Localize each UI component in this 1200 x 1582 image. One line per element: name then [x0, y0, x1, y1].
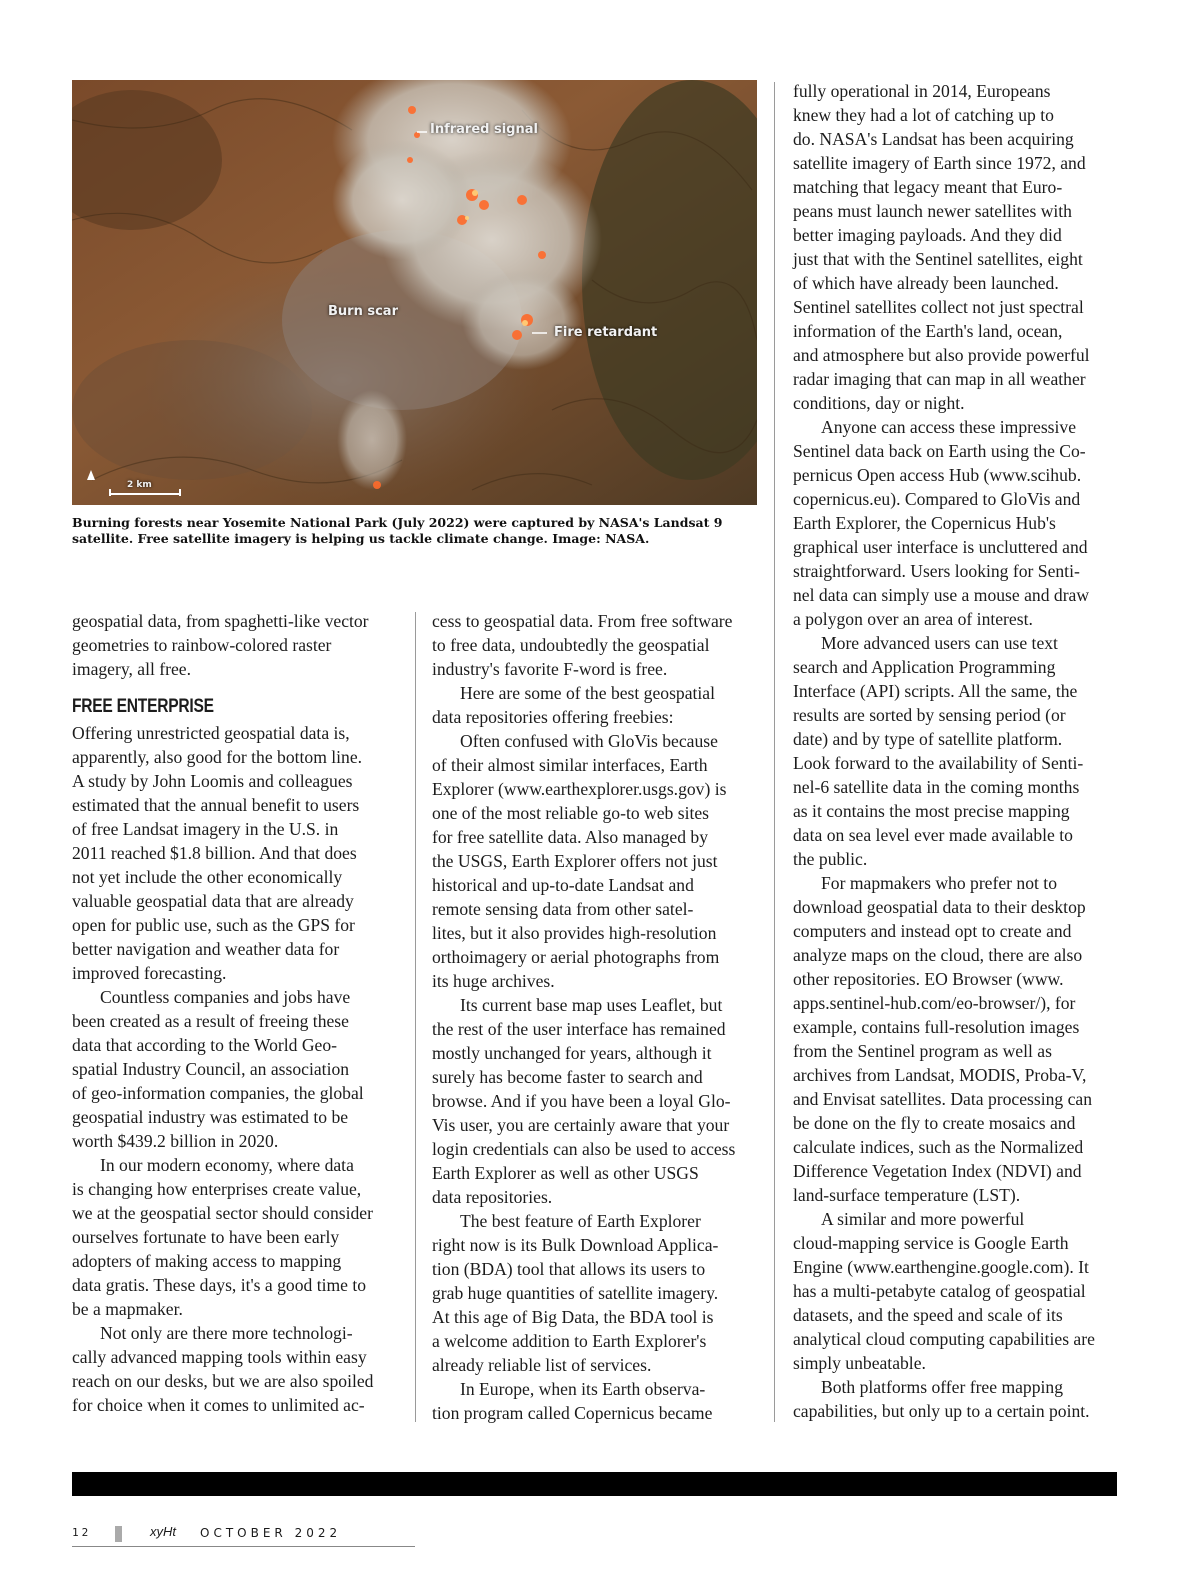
text-line: the rest of the user interface has remained: [432, 1019, 726, 1039]
text-line: Its current base map uses Leaflet, but: [460, 995, 723, 1015]
text-line: the public.: [793, 849, 868, 869]
text-line: datasets, and the speed and scale of its: [793, 1305, 1063, 1325]
text-line: results are sorted by sensing period (or: [793, 705, 1066, 725]
text-line: satellite imagery of Earth since 1972, and: [793, 153, 1086, 173]
text-line: For mapmakers who prefer not to: [821, 873, 1057, 893]
text-line: tion (BDA) tool that allows its users to: [432, 1259, 706, 1279]
text-line: graphical user interface is uncluttered and: [793, 537, 1088, 557]
text-line: for free satellite data. Also managed by: [432, 827, 709, 847]
text-line: worth $439.2 billion in 2020.: [72, 1131, 279, 1151]
text-line: of free Landsat imagery in the U.S. in: [72, 819, 339, 839]
text-line: archives from Landsat, MODIS, Proba-V,: [793, 1065, 1087, 1085]
text-line: is changing how enterprises create value,: [72, 1179, 362, 1199]
text-line: Anyone can access these impressive: [821, 417, 1077, 437]
text-line: browse. And if you have been a loyal Glo-: [432, 1091, 731, 1111]
text-line: In Europe, when its Earth observa-: [460, 1379, 706, 1399]
text-line: nel-6 satellite data in the coming months: [793, 777, 1080, 797]
article-column-1: [72, 609, 402, 1417]
article-column-2: [432, 609, 762, 1425]
text-line: Sentinel satellites collect not just spectral: [793, 297, 1084, 317]
text-line: calculate indices, such as the Normalized: [793, 1137, 1084, 1157]
satellite-image: [72, 80, 757, 505]
article-column-3: [793, 79, 1128, 1423]
text-line: capabilities, but only up to a certain point.: [793, 1401, 1090, 1421]
text-line: of geo-information companies, the global: [72, 1083, 364, 1103]
issue-date: OCTOBER 2022: [200, 1526, 342, 1540]
text-line: geometries to rainbow-colored raster: [72, 635, 332, 655]
label-burn-scar: Burn scar: [328, 304, 398, 319]
text-line: mostly unchanged for years, although it: [432, 1043, 712, 1063]
column-divider: [774, 82, 775, 1422]
wildfire-satellite-photo: [72, 80, 757, 505]
text-line: A study by John Loomis and colleagues: [72, 771, 353, 791]
column-divider: [415, 612, 416, 1422]
text-line: Difference Vegetation Index (NDVI) and: [793, 1161, 1082, 1181]
text-line: data that according to the World Geo-: [72, 1035, 338, 1055]
text-line: has a multi-petabyte catalog of geospatial: [793, 1281, 1086, 1301]
text-line: to free data, undoubtedly the geospatial: [432, 635, 710, 655]
text-line: apps.sentinel-hub.com/eo-browser/), for: [793, 993, 1076, 1013]
text-line: data on sea level ever made available to: [793, 825, 1073, 845]
text-line: and atmosphere but also provide powerful: [793, 345, 1090, 365]
text-line: imagery, all free.: [72, 659, 192, 679]
text-line: just that with the Sentinel satellites, eight: [793, 249, 1083, 269]
text-line: analytical cloud computing capabilities are: [793, 1329, 1095, 1349]
text-line: better navigation and weather data for: [72, 939, 340, 959]
text-line: knew they had a lot of catching up to: [793, 105, 1054, 125]
text-line: geospatial data, from spaghetti-like vector: [72, 611, 369, 631]
text-line: apparently, also good for the bottom line.: [72, 747, 363, 767]
text-line: historical and up-to-date Landsat and: [432, 875, 694, 895]
text-line: be a mapmaker.: [72, 1299, 183, 1319]
text-line: grab huge quantities of satellite imagery.: [432, 1283, 719, 1303]
text-line: A similar and more powerful: [821, 1209, 1025, 1229]
text-line: be done on the fly to create mosaics and: [793, 1113, 1076, 1133]
text-line: valuable geospatial data that are already: [72, 891, 354, 911]
text-line: land-surface temperature (LST).: [793, 1185, 1021, 1205]
text-line: of which have already been launched.: [793, 273, 1059, 293]
text-line: lites, but it also provides high-resolution: [432, 923, 717, 943]
text-line: already reliable list of services.: [432, 1355, 652, 1375]
text-line: Sentinel data back on Earth using the Co-: [793, 441, 1086, 461]
text-line: Earth Explorer, the Copernicus Hub's: [793, 513, 1056, 533]
text-line: nel data can simply use a mouse and draw: [793, 585, 1090, 605]
text-line: right now is its Bulk Download Applica-: [432, 1235, 719, 1255]
text-line: for choice when it comes to unlimited ac-: [72, 1395, 365, 1415]
text-line: data gratis. These days, it's a good time to: [72, 1275, 367, 1295]
text-line: reach on our desks, but we are also spoiled: [72, 1371, 374, 1391]
text-line: do. NASA's Landsat has been acquiring: [793, 129, 1074, 149]
text-line: More advanced users can use text: [821, 633, 1058, 653]
scale-bar-label: 2 km: [127, 480, 152, 490]
section-heading: FREE ENTERPRISE: [72, 696, 214, 717]
text-line: straightforward. Users looking for Senti-: [793, 561, 1080, 581]
text-line: date) and by type of satellite platform.: [793, 729, 1063, 749]
text-line: fully operational in 2014, Europeans: [793, 81, 1051, 101]
text-line: improved forecasting.: [72, 963, 227, 983]
text-line: copernicus.eu). Compared to GloVis and: [793, 489, 1081, 509]
text-line: Vis user, you are certainly aware that your: [432, 1115, 730, 1135]
footer-band: [72, 1472, 1117, 1496]
text-line: better imaging payloads. And they did: [793, 225, 1062, 245]
figure-caption: Burning forests near Yosemite National Park (July 2022) were captured by NASA's Landsat 9 satellite. Free satellite imagery is helping us tackle climate change. Image: NASA.: [72, 515, 723, 546]
text-line: one of the most reliable go-to web sites: [432, 803, 710, 823]
text-line: Not only are there more technologi-: [100, 1323, 353, 1343]
text-line: industry's favorite F-word is free.: [432, 659, 668, 679]
text-line: cloud-mapping service is Google Earth: [793, 1233, 1069, 1253]
text-line: Look forward to the availability of Senti-: [793, 753, 1084, 773]
magazine-logo: xyHt: [150, 1524, 176, 1539]
text-line: download geospatial data to their desktop: [793, 897, 1086, 917]
text-line: pernicus Open access Hub (www.scihub.: [793, 465, 1082, 485]
footer-divider: [115, 1526, 122, 1542]
page-number: 12: [72, 1526, 92, 1539]
text-line: Both platforms offer free mapping: [821, 1377, 1064, 1397]
text-line: data repositories.: [432, 1187, 553, 1207]
text-line: not yet include the other economically: [72, 867, 343, 887]
text-line: analyze maps on the cloud, there are also: [793, 945, 1083, 965]
text-line: open for public use, such as the GPS for: [72, 915, 355, 935]
text-line: 2011 reached $1.8 billion. And that does: [72, 843, 357, 863]
text-line: cess to geospatial data. From free software: [432, 611, 733, 631]
text-line: a welcome addition to Earth Explorer's: [432, 1331, 707, 1351]
text-line: estimated that the annual benefit to users: [72, 795, 360, 815]
text-line: Often confused with GloVis because: [460, 731, 718, 751]
text-line: adopters of making access to mapping: [72, 1251, 342, 1271]
text-line: Engine (www.earthengine.google.com). It: [793, 1257, 1089, 1277]
text-line: of their almost similar interfaces, Earth: [432, 755, 708, 775]
page-footer: [72, 1520, 415, 1547]
text-line: we at the geospatial sector should consider: [72, 1203, 373, 1223]
text-line: other repositories. EO Browser (www.: [793, 969, 1064, 989]
text-line: In our modern economy, where data: [100, 1155, 354, 1175]
text-line: a polygon over an area of interest.: [793, 609, 1033, 629]
text-line: Here are some of the best geospatial: [460, 683, 716, 703]
text-line: peans must launch newer satellites with: [793, 201, 1072, 221]
text-line: cally advanced mapping tools within easy: [72, 1347, 367, 1367]
text-line: its huge archives.: [432, 971, 555, 991]
text-line: login credentials can also be used to access: [432, 1139, 736, 1159]
text-line: Offering unrestricted geospatial data is,: [72, 723, 350, 743]
text-line: been created as a result of freeing these: [72, 1011, 349, 1031]
text-line: At this age of Big Data, the BDA tool is: [432, 1307, 714, 1327]
text-line: ourselves fortunate to have been early: [72, 1227, 340, 1247]
text-line: Countless companies and jobs have: [100, 987, 351, 1007]
text-line: conditions, day or night.: [793, 393, 965, 413]
text-line: simply unbeatable.: [793, 1353, 926, 1373]
text-line: spatial Industry Council, an association: [72, 1059, 350, 1079]
text-line: remote sensing data from other satel-: [432, 899, 694, 919]
text-line: Earth Explorer as well as other USGS: [432, 1163, 699, 1183]
text-line: Interface (API) scripts. All the same, the: [793, 681, 1078, 701]
text-line: the USGS, Earth Explorer offers not just: [432, 851, 718, 871]
text-line: radar imaging that can map in all weather: [793, 369, 1086, 389]
text-line: orthoimagery or aerial photographs from: [432, 947, 720, 967]
text-line: surely has become faster to search and: [432, 1067, 703, 1087]
text-line: computers and instead opt to create and: [793, 921, 1072, 941]
text-line: as it contains the most precise mapping: [793, 801, 1070, 821]
text-line: information of the Earth's land, ocean,: [793, 321, 1063, 341]
label-fire-retardant: Fire retardant: [554, 325, 658, 340]
text-line: matching that legacy meant that Euro-: [793, 177, 1063, 197]
text-line: Explorer (www.earthexplorer.usgs.gov) is: [432, 779, 727, 799]
text-line: data repositories offering freebies:: [432, 707, 674, 727]
text-line: example, contains full-resolution images: [793, 1017, 1080, 1037]
text-line: The best feature of Earth Explorer: [460, 1211, 701, 1231]
text-line: and Envisat satellites. Data processing can: [793, 1089, 1092, 1109]
text-line: geospatial industry was estimated to be: [72, 1107, 349, 1127]
text-line: search and Application Programming: [793, 657, 1056, 677]
text-line: tion program called Copernicus became: [432, 1403, 713, 1423]
label-infrared-signal: Infrared signal: [430, 122, 538, 137]
text-line: from the Sentinel program as well as: [793, 1041, 1052, 1061]
